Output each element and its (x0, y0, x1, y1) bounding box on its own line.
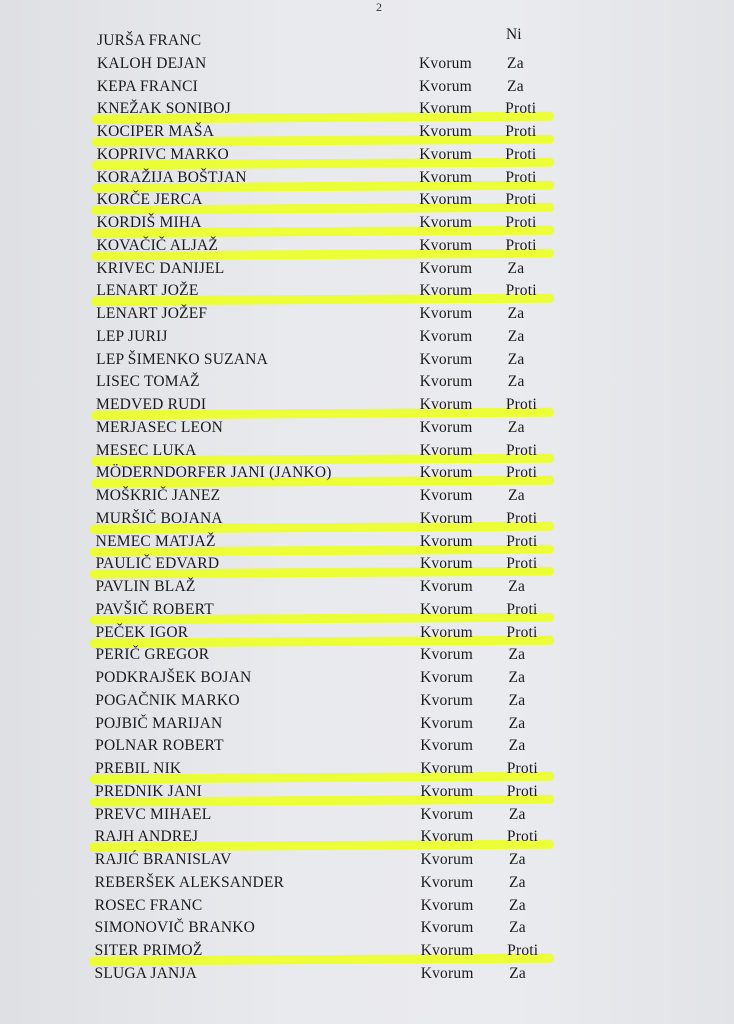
quorum-value: Kvorum (420, 896, 474, 914)
list-item (0, 351, 734, 373)
member-name: PERIČ GREGOR (95, 646, 210, 664)
quorum-value: Kvorum (420, 942, 474, 959)
list-item (0, 510, 734, 532)
quorum-value: Kvorum (419, 441, 473, 459)
member-name: MÖDERNDORFER JANI (JANKO) (95, 464, 332, 482)
quorum-value: Kvorum (420, 828, 474, 846)
list-item (0, 305, 734, 327)
quorum-value: Kvorum (420, 714, 474, 732)
vote-value: Za (509, 919, 526, 937)
member-name: PREBIL NIK (95, 760, 182, 777)
vote-value: Za (507, 327, 525, 345)
vote-value: Proti (505, 396, 538, 413)
quorum-value: Kvorum (419, 145, 473, 163)
member-name: PAVŠIČ ROBERT (95, 600, 214, 618)
vote-value: Za (508, 851, 526, 868)
quorum-value: Kvorum (419, 236, 473, 254)
vote-value: Proti (506, 760, 538, 777)
list-item (0, 260, 734, 282)
quorum-value: Kvorum (420, 623, 473, 641)
member-name: MEDVED RUDI (96, 396, 207, 413)
vote-value: Proti (507, 942, 539, 959)
vote-value: Za (509, 964, 526, 982)
list-item (0, 32, 734, 54)
vote-value: Proti (506, 782, 538, 800)
list-item (0, 828, 734, 850)
member-name: PAULIČ EDVARD (95, 555, 220, 573)
list-item (0, 897, 734, 919)
list-item (0, 487, 734, 509)
vote-value: Za (508, 578, 526, 595)
member-name: REBERŠEK ALEKSANDER (94, 873, 285, 891)
member-name: PAVLIN BLAŽ (95, 578, 196, 595)
quorum-value: Kvorum (420, 760, 474, 777)
member-name: POJBIČ MARIJAN (95, 714, 223, 732)
quorum-value: Kvorum (419, 214, 473, 231)
member-name: KORDIŠ MIHA (96, 214, 202, 231)
member-name: SITER PRIMOŽ (94, 942, 203, 959)
list-item (0, 146, 734, 168)
quorum-value: Kvorum (420, 669, 474, 686)
vote-value: Za (507, 259, 525, 277)
member-name: KALOH DEJAN (96, 54, 207, 72)
vote-value: Proti (506, 555, 538, 573)
quorum-value: Kvorum (419, 464, 473, 482)
list-item (0, 282, 734, 304)
list-item (0, 214, 734, 236)
member-name: KOVAČIČ ALJAŽ (96, 236, 219, 254)
member-name: LENART JOŽE (96, 282, 199, 300)
list-item (0, 669, 734, 691)
quorum-value: Kvorum (420, 782, 474, 800)
member-name: SLUGA JANJA (94, 964, 198, 982)
member-name: LISEC TOMAŽ (96, 373, 200, 391)
quorum-value: Kvorum (420, 600, 473, 618)
list-item (0, 419, 734, 441)
member-name: LEP JURIJ (96, 327, 168, 345)
list-item (0, 464, 734, 486)
list-item (0, 601, 734, 623)
vote-value: Za (507, 305, 525, 322)
vote-value: Za (507, 350, 525, 368)
quorum-value: Kvorum (419, 418, 473, 436)
vote-value: Proti (506, 509, 538, 527)
list-item (0, 555, 734, 577)
quorum-value: Kvorum (420, 805, 474, 823)
vote-value: Proti (506, 828, 539, 846)
vote-value: Za (508, 737, 526, 755)
member-name: POGAČNIK MARKO (95, 691, 240, 709)
vote-value: Proti (505, 282, 537, 300)
quorum-value: Kvorum (419, 396, 473, 413)
quorum-value: Kvorum (420, 691, 474, 709)
quorum-value: Kvorum (420, 851, 474, 868)
vote-value: Za (507, 418, 525, 436)
member-name: KORČE JERCA (96, 191, 203, 209)
vote-value: Za (508, 691, 526, 709)
list-item (0, 55, 734, 77)
member-name: MOŠKRIČ JANEZ (95, 487, 221, 504)
quorum-value: Kvorum (420, 578, 473, 595)
quorum-value: Kvorum (419, 77, 472, 95)
vote-value: Proti (505, 191, 537, 209)
member-name: KOCIPER MAŠA (96, 123, 215, 140)
vote-value: Za (507, 77, 524, 95)
quorum-value: Kvorum (419, 532, 473, 550)
member-name: MESEC LUKA (95, 441, 197, 459)
member-name: NEMEC MATJAŽ (95, 532, 216, 550)
vote-value: Za (508, 873, 526, 891)
list-item (0, 760, 734, 782)
list-item (0, 624, 734, 646)
quorum-value: Kvorum (419, 509, 473, 527)
vote-value: Za (507, 373, 525, 391)
member-name: KNEŽAK SONIBOJ (96, 100, 231, 118)
list-item (0, 806, 734, 828)
list-item (0, 533, 734, 555)
vote-value: Proti (506, 600, 538, 618)
list-item (0, 919, 734, 941)
quorum-value: Kvorum (420, 737, 474, 755)
vote-value: Proti (505, 236, 537, 254)
vote-value: Za (508, 669, 526, 686)
list-item (0, 78, 734, 100)
member-name: RAJIĆ BRANISLAV (94, 851, 232, 868)
member-name: KORAŽIJA BOŠTJAN (96, 168, 247, 186)
vote-value: Za (508, 487, 525, 504)
vote-value: Za (507, 54, 524, 72)
list-item (0, 737, 734, 759)
vote-column-header: Ni (506, 26, 522, 43)
list-item (0, 442, 734, 464)
quorum-value: Kvorum (419, 555, 473, 573)
quorum-value: Kvorum (419, 327, 473, 345)
quorum-value: Kvorum (420, 964, 474, 982)
quorum-value: Kvorum (419, 54, 472, 72)
quorum-value: Kvorum (420, 873, 474, 891)
list-item (0, 100, 734, 122)
list-item (0, 396, 734, 418)
list-item (0, 965, 734, 987)
quorum-value: Kvorum (419, 373, 473, 391)
list-item (0, 328, 734, 350)
member-name: PODKRAJŠEK BOJAN (95, 669, 252, 686)
list-item (0, 373, 734, 395)
member-name: LEP ŠIMENKO SUZANA (96, 350, 268, 368)
vote-value: Za (508, 805, 526, 823)
vote-value: Proti (505, 145, 537, 163)
quorum-value: Kvorum (420, 919, 474, 937)
list-item (0, 851, 734, 873)
list-item (0, 191, 734, 213)
member-name: JURŠA FRANC (97, 32, 202, 49)
vote-value: Proti (505, 168, 537, 186)
vote-value: Proti (505, 100, 537, 118)
list-item (0, 783, 734, 805)
member-name: KRIVEC DANIJEL (96, 259, 225, 277)
quorum-value: Kvorum (419, 123, 473, 140)
quorum-value: Kvorum (419, 487, 473, 504)
vote-value: Proti (505, 123, 537, 140)
member-name: RAJH ANDREJ (94, 828, 199, 846)
member-name: PEČEK IGOR (95, 623, 189, 641)
list-item (0, 646, 734, 668)
quorum-value: Kvorum (419, 350, 473, 368)
page-number: 2 (376, 0, 382, 14)
member-name: ROSEC FRANC (94, 896, 203, 914)
quorum-value: Kvorum (419, 168, 473, 186)
vote-value: Za (508, 646, 526, 664)
member-name: PREVC MIHAEL (94, 805, 212, 823)
list-item (0, 169, 734, 191)
member-name: LENART JOŽEF (96, 305, 208, 322)
list-item (0, 942, 734, 964)
vote-value: Proti (506, 532, 538, 550)
list-item (0, 692, 734, 714)
quorum-value: Kvorum (419, 100, 472, 118)
vote-value: Proti (506, 464, 538, 482)
vote-value: Proti (506, 623, 538, 641)
list-item (0, 715, 734, 737)
vote-value: Za (509, 896, 526, 914)
member-name: MERJASEC LEON (95, 418, 224, 436)
list-item (0, 237, 734, 259)
list-item (0, 578, 734, 600)
member-name: KOPRIVC MARKO (96, 145, 229, 163)
member-name: MURŠIČ BOJANA (95, 509, 223, 527)
quorum-value: Kvorum (419, 282, 473, 300)
member-name: KEPA FRANCI (96, 77, 198, 95)
member-name: SIMONOVIČ BRANKO (94, 919, 256, 937)
vote-value: Proti (505, 441, 538, 459)
vote-value: Proti (505, 214, 537, 231)
list-item (0, 123, 734, 145)
vote-value: Za (508, 714, 526, 732)
quorum-value: Kvorum (419, 191, 473, 209)
quorum-value: Kvorum (419, 305, 473, 322)
list-item (0, 874, 734, 896)
quorum-value: Kvorum (420, 646, 473, 664)
member-name: PREDNIK JANI (95, 782, 203, 800)
quorum-value: Kvorum (419, 259, 473, 277)
member-name: POLNAR ROBERT (95, 737, 224, 755)
